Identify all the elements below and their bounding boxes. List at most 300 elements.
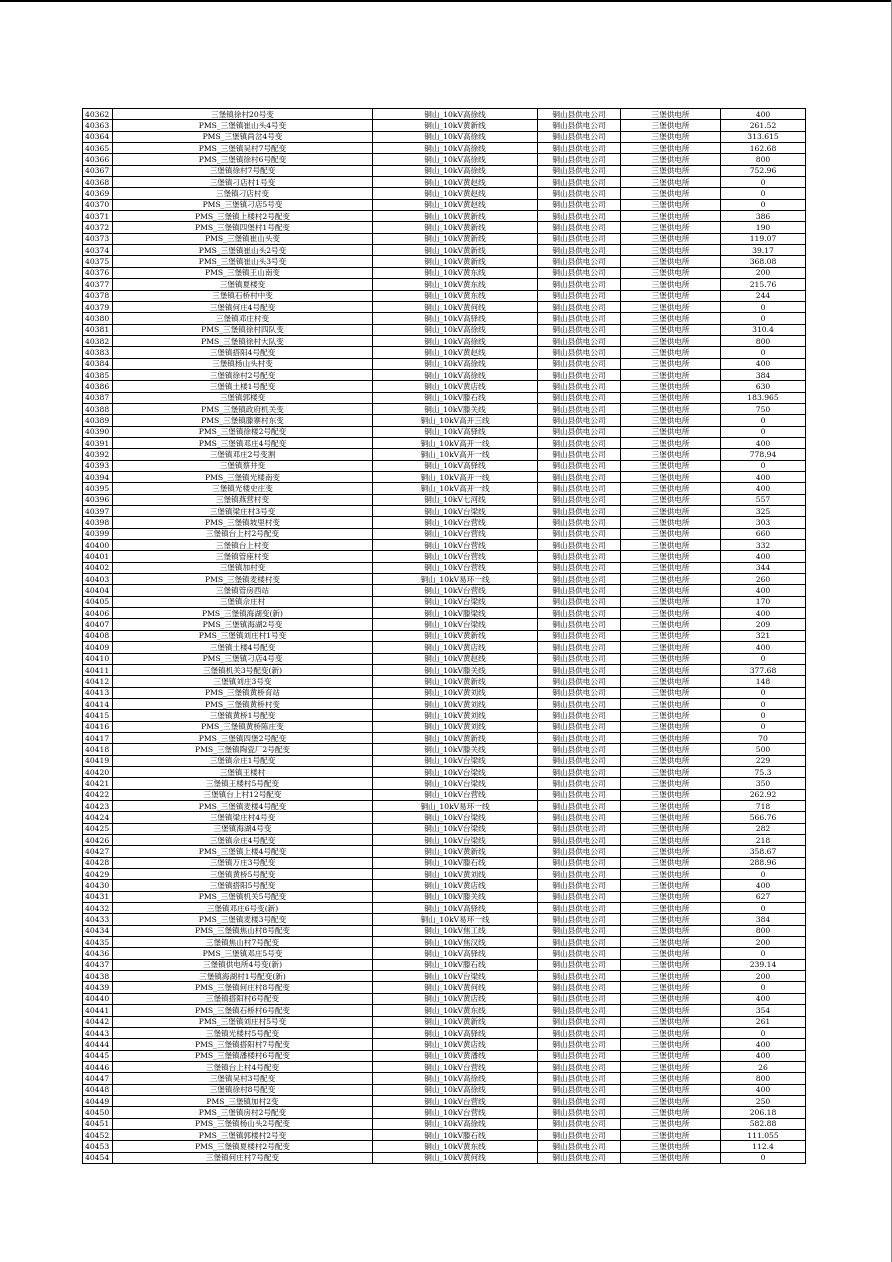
capacity-cell: 400 — [721, 608, 806, 619]
station-cell: 三堡供电所 — [621, 165, 721, 176]
company-cell: 铜山县供电公司 — [538, 789, 621, 800]
table-row — [83, 120, 806, 131]
transformer-name-cell: 三堡镇石桥村中变 — [113, 290, 373, 301]
row-id-cell: 40446 — [83, 1061, 113, 1072]
station-cell: 三堡供电所 — [621, 562, 721, 573]
company-cell: 铜山县供电公司 — [538, 755, 621, 766]
row-id-cell: 40451 — [83, 1118, 113, 1129]
feeder-line-cell: 铜山_10kV滕关线 — [373, 744, 538, 755]
feeder-line-cell: 铜山_10kV高开一线 — [373, 483, 538, 494]
capacity-cell: 0 — [721, 415, 806, 426]
station-cell: 三堡供电所 — [621, 460, 721, 471]
table-row — [83, 517, 806, 528]
company-cell: 铜山县供电公司 — [538, 437, 621, 448]
station-cell: 三堡供电所 — [621, 630, 721, 641]
capacity-cell: 0 — [721, 687, 806, 698]
capacity-cell: 718 — [721, 800, 806, 811]
feeder-line-cell: 铜山_10kV滕关线 — [373, 403, 538, 414]
feeder-line-cell: 铜山_10kV易环一线 — [373, 914, 538, 925]
table-row — [83, 165, 806, 176]
feeder-line-cell: 铜山_10kV黄赵线 — [373, 653, 538, 664]
transformer-name-cell: PMS_三堡镇何庄村8号配变 — [113, 982, 373, 993]
row-id-cell: 40394 — [83, 472, 113, 483]
row-id-cell: 40436 — [83, 948, 113, 959]
row-id-cell: 40371 — [83, 211, 113, 222]
table-row — [83, 437, 806, 448]
station-cell: 三堡供电所 — [621, 245, 721, 256]
station-cell: 三堡供电所 — [621, 188, 721, 199]
feeder-line-cell: 铜山_10kV滕关线 — [373, 891, 538, 902]
company-cell: 铜山县供电公司 — [538, 846, 621, 857]
transformer-name-cell: 三堡镇王楼村5号配变 — [113, 778, 373, 789]
row-id-cell: 40445 — [83, 1050, 113, 1061]
feeder-line-cell: 铜山_10kV黄新线 — [373, 630, 538, 641]
capacity-cell: 400 — [721, 642, 806, 653]
station-cell: 三堡供电所 — [621, 585, 721, 596]
capacity-cell: 70 — [721, 732, 806, 743]
table-row — [83, 1005, 806, 1016]
capacity-cell: 209 — [721, 619, 806, 630]
feeder-line-cell: 铜山_10kV高驿线 — [373, 903, 538, 914]
capacity-cell: 800 — [721, 154, 806, 165]
capacity-cell: 400 — [721, 358, 806, 369]
company-cell: 铜山县供电公司 — [538, 551, 621, 562]
company-cell: 铜山县供电公司 — [538, 698, 621, 709]
transformer-name-cell: PMS_三堡镇麦楼4号配变 — [113, 800, 373, 811]
transformer-name-cell: PMS_三堡镇加村2变 — [113, 1095, 373, 1106]
transformer-name-cell: 三堡镇加村变 — [113, 562, 373, 573]
station-cell: 三堡供电所 — [621, 154, 721, 165]
table-row — [83, 925, 806, 936]
feeder-line-cell: 铜山_10kV黄店线 — [373, 1039, 538, 1050]
table-row — [83, 426, 806, 437]
feeder-line-cell: 铜山_10kV七河线 — [373, 494, 538, 505]
table-row — [83, 846, 806, 857]
company-cell: 铜山县供电公司 — [538, 971, 621, 982]
transformer-name-cell: 三堡镇杨山头村变 — [113, 358, 373, 369]
capacity-cell: 288.96 — [721, 857, 806, 868]
station-cell: 三堡供电所 — [621, 143, 721, 154]
station-cell: 三堡供电所 — [621, 857, 721, 868]
table-row — [83, 324, 806, 335]
capacity-cell: 354 — [721, 1005, 806, 1016]
company-cell: 铜山县供电公司 — [538, 1152, 621, 1163]
transformer-name-cell: PMS_三堡镇搭阳村7号配变 — [113, 1039, 373, 1050]
company-cell: 铜山县供电公司 — [538, 857, 621, 868]
row-id-cell: 40454 — [83, 1152, 113, 1163]
feeder-line-cell: 铜山_10kV黄新线 — [373, 245, 538, 256]
feeder-line-cell: 铜山_10kV黄何线 — [373, 1152, 538, 1163]
transformer-name-cell: 三堡镇何庄4号配变 — [113, 301, 373, 312]
station-cell: 三堡供电所 — [621, 1095, 721, 1106]
row-id-cell: 40434 — [83, 925, 113, 936]
row-id-cell: 40425 — [83, 823, 113, 834]
station-cell: 三堡供电所 — [621, 653, 721, 664]
table-row — [83, 494, 806, 505]
capacity-cell: 344 — [721, 562, 806, 573]
table-row — [83, 698, 806, 709]
transformer-name-cell: 三堡镇刘庄3号变 — [113, 676, 373, 687]
row-id-cell: 40391 — [83, 437, 113, 448]
feeder-line-cell: 铜山_10kV黄潘线 — [373, 1050, 538, 1061]
transformer-name-cell: PMS_三堡镇刘庄村1号变 — [113, 630, 373, 641]
feeder-line-cell: 铜山_10kV台营线 — [373, 1095, 538, 1106]
table-row — [83, 279, 806, 290]
capacity-cell: 400 — [721, 1050, 806, 1061]
capacity-cell: 630 — [721, 381, 806, 392]
capacity-cell: 170 — [721, 596, 806, 607]
transformer-name-cell: 三堡镇搭阳4号配变 — [113, 347, 373, 358]
table-row — [83, 267, 806, 278]
capacity-cell: 750 — [721, 403, 806, 414]
row-id-cell: 40414 — [83, 698, 113, 709]
feeder-line-cell: 铜山_10kV黄赵线 — [373, 347, 538, 358]
row-id-cell: 40418 — [83, 744, 113, 755]
row-id-cell: 40444 — [83, 1039, 113, 1050]
transformer-name-cell: 三堡镇佘庄4号配变 — [113, 835, 373, 846]
row-id-cell: 40399 — [83, 528, 113, 539]
transformer-name-cell: PMS_三堡镇夏楼村2号配变 — [113, 1141, 373, 1152]
table-row — [83, 143, 806, 154]
station-cell: 三堡供电所 — [621, 608, 721, 619]
feeder-line-cell: 铜山_10kV黄何线 — [373, 982, 538, 993]
capacity-cell: 500 — [721, 744, 806, 755]
station-cell: 三堡供电所 — [621, 1107, 721, 1118]
feeder-line-cell: 铜山_10kV滕关线 — [373, 664, 538, 675]
transformer-name-cell: 三堡镇万庄3号配变 — [113, 857, 373, 868]
transformer-name-cell: 三堡镇土楼4号配变 — [113, 642, 373, 653]
transformer-name-cell: PMS_三堡镇四堡2号配变 — [113, 732, 373, 743]
station-cell: 三堡供电所 — [621, 483, 721, 494]
transformer-name-cell: PMS_三堡镇王山南变 — [113, 267, 373, 278]
station-cell: 三堡供电所 — [621, 109, 721, 120]
feeder-line-cell: 铜山_10kV高徐线 — [373, 131, 538, 142]
table-row — [83, 1016, 806, 1027]
company-cell: 铜山县供电公司 — [538, 528, 621, 539]
row-id-cell: 40448 — [83, 1084, 113, 1095]
table-row — [83, 937, 806, 948]
table-row — [83, 1050, 806, 1061]
capacity-cell: 752.96 — [721, 165, 806, 176]
row-id-cell: 40378 — [83, 290, 113, 301]
company-cell: 铜山县供电公司 — [538, 982, 621, 993]
table-row — [83, 755, 806, 766]
row-id-cell: 40375 — [83, 256, 113, 267]
capacity-cell: 778.94 — [721, 449, 806, 460]
capacity-cell: 332 — [721, 540, 806, 551]
station-cell: 三堡供电所 — [621, 517, 721, 528]
transformer-name-cell: 三堡镇吴村3号配变 — [113, 1073, 373, 1084]
row-id-cell: 40412 — [83, 676, 113, 687]
transformer-name-cell: 三堡镇台上村变 — [113, 540, 373, 551]
station-cell: 三堡供电所 — [621, 574, 721, 585]
feeder-line-cell: 铜山_10kV台梁线 — [373, 755, 538, 766]
station-cell: 三堡供电所 — [621, 596, 721, 607]
transformer-name-cell: PMS_三堡镇徐楼2号配变 — [113, 426, 373, 437]
feeder-line-cell: 铜山_10kV黄刘线 — [373, 687, 538, 698]
table-row — [83, 982, 806, 993]
capacity-cell: 800 — [721, 925, 806, 936]
feeder-line-cell: 铜山_10kV黄东线 — [373, 1141, 538, 1152]
transformer-name-cell: PMS_三堡镇上楼村2号配变 — [113, 211, 373, 222]
table-row — [83, 211, 806, 222]
table-row — [83, 551, 806, 562]
feeder-line-cell: 铜山_10kV高徐线 — [373, 165, 538, 176]
capacity-cell: 0 — [721, 721, 806, 732]
row-id-cell: 40393 — [83, 460, 113, 471]
table-row — [83, 959, 806, 970]
company-cell: 铜山县供电公司 — [538, 653, 621, 664]
station-cell: 三堡供电所 — [621, 676, 721, 687]
capacity-cell: 0 — [721, 903, 806, 914]
feeder-line-cell: 铜山_10kV台营线 — [373, 585, 538, 596]
station-cell: 三堡供电所 — [621, 1073, 721, 1084]
table-row — [83, 778, 806, 789]
station-cell: 三堡供电所 — [621, 959, 721, 970]
company-cell: 铜山县供电公司 — [538, 676, 621, 687]
company-cell: 铜山县供电公司 — [538, 766, 621, 777]
station-cell: 三堡供电所 — [621, 494, 721, 505]
station-cell: 三堡供电所 — [621, 267, 721, 278]
station-cell: 三堡供电所 — [621, 222, 721, 233]
capacity-cell: 386 — [721, 211, 806, 222]
feeder-line-cell: 铜山_10kV黄店线 — [373, 880, 538, 891]
company-cell: 铜山县供电公司 — [538, 562, 621, 573]
table-row — [83, 823, 806, 834]
table-row — [83, 732, 806, 743]
table-row — [83, 109, 806, 120]
transformer-name-cell: 三堡镇邓庄6号变(新) — [113, 903, 373, 914]
capacity-cell: 262.92 — [721, 789, 806, 800]
company-cell: 铜山县供电公司 — [538, 415, 621, 426]
table-row — [83, 903, 806, 914]
transformer-name-cell: 三堡镇焦山村7号配变 — [113, 937, 373, 948]
station-cell: 三堡供电所 — [621, 744, 721, 755]
capacity-cell: 260 — [721, 574, 806, 585]
feeder-line-cell: 铜山_10kV高驿线 — [373, 1027, 538, 1038]
transformer-name-cell: PMS_三堡镇光楼南变 — [113, 472, 373, 483]
table-row — [83, 1152, 806, 1163]
feeder-line-cell: 铜山_10kV高徐线 — [373, 358, 538, 369]
capacity-cell: 282 — [721, 823, 806, 834]
table-row — [83, 1095, 806, 1106]
feeder-line-cell: 铜山_10kV黄赵线 — [373, 188, 538, 199]
station-cell: 三堡供电所 — [621, 664, 721, 675]
capacity-cell: 75.3 — [721, 766, 806, 777]
company-cell: 铜山县供电公司 — [538, 109, 621, 120]
feeder-line-cell: 铜山_10kV台营线 — [373, 1107, 538, 1118]
feeder-line-cell: 铜山_10kV易环一线 — [373, 574, 538, 585]
feeder-line-cell: 铜山_10kV黄新线 — [373, 222, 538, 233]
capacity-cell: 400 — [721, 585, 806, 596]
capacity-cell: 400 — [721, 1039, 806, 1050]
table-row — [83, 1129, 806, 1140]
transformer-name-cell: PMS_三堡镇崔山头4号变 — [113, 120, 373, 131]
table-row — [83, 1118, 806, 1129]
station-cell: 三堡供电所 — [621, 313, 721, 324]
table-row — [83, 642, 806, 653]
company-cell: 铜山县供电公司 — [538, 1118, 621, 1129]
company-cell: 铜山县供电公司 — [538, 585, 621, 596]
company-cell: 铜山县供电公司 — [538, 1084, 621, 1095]
capacity-cell: 800 — [721, 335, 806, 346]
feeder-line-cell: 铜山_10kV台营线 — [373, 1061, 538, 1072]
company-cell: 铜山县供电公司 — [538, 1050, 621, 1061]
station-cell: 三堡供电所 — [621, 131, 721, 142]
transformer-name-cell: PMS_三堡镇房村2号配变 — [113, 1107, 373, 1118]
company-cell: 铜山县供电公司 — [538, 959, 621, 970]
station-cell: 三堡供电所 — [621, 1129, 721, 1140]
row-id-cell: 40373 — [83, 233, 113, 244]
feeder-line-cell: 铜山_10kV黄赵线 — [373, 199, 538, 210]
station-cell: 三堡供电所 — [621, 823, 721, 834]
station-cell: 三堡供电所 — [621, 415, 721, 426]
company-cell: 铜山县供电公司 — [538, 1107, 621, 1118]
capacity-cell: 229 — [721, 755, 806, 766]
transformer-name-cell: PMS_三堡镇刁店4号变 — [113, 653, 373, 664]
transformer-name-cell: 三堡镇搭阳村6号配变 — [113, 993, 373, 1004]
row-id-cell: 40408 — [83, 630, 113, 641]
feeder-line-cell: 铜山_10kV黄刘线 — [373, 710, 538, 721]
table-row — [83, 506, 806, 517]
feeder-line-cell: 铜山_10kV滕石线 — [373, 857, 538, 868]
capacity-cell: 313.615 — [721, 131, 806, 142]
station-cell: 三堡供电所 — [621, 211, 721, 222]
transformer-name-cell: PMS_三堡镇郭楼村2号变 — [113, 1129, 373, 1140]
company-cell: 铜山县供电公司 — [538, 506, 621, 517]
feeder-line-cell: 铜山_10kV黄刘线 — [373, 869, 538, 880]
capacity-cell: 0 — [721, 653, 806, 664]
table-row — [83, 664, 806, 675]
table-row — [83, 744, 806, 755]
station-cell: 三堡供电所 — [621, 1050, 721, 1061]
station-cell: 三堡供电所 — [621, 472, 721, 483]
row-id-cell: 40442 — [83, 1016, 113, 1027]
table-row — [83, 369, 806, 380]
station-cell: 三堡供电所 — [621, 392, 721, 403]
row-id-cell: 40369 — [83, 188, 113, 199]
transformer-name-cell: PMS_三堡镇上楼4号配变 — [113, 846, 373, 857]
company-cell: 铜山县供电公司 — [538, 177, 621, 188]
transformer-name-cell: 三堡镇徐村8号配变 — [113, 1084, 373, 1095]
company-cell: 铜山县供电公司 — [538, 188, 621, 199]
transformer-table — [82, 108, 806, 1164]
row-id-cell: 40453 — [83, 1141, 113, 1152]
capacity-cell: 400 — [721, 880, 806, 891]
row-id-cell: 40364 — [83, 131, 113, 142]
company-cell: 铜山县供电公司 — [538, 165, 621, 176]
table-row — [83, 472, 806, 483]
feeder-line-cell: 铜山_10kV台梁线 — [373, 619, 538, 630]
row-id-cell: 40389 — [83, 415, 113, 426]
table-row — [83, 710, 806, 721]
station-cell: 三堡供电所 — [621, 540, 721, 551]
row-id-cell: 40428 — [83, 857, 113, 868]
row-id-cell: 40390 — [83, 426, 113, 437]
transformer-name-cell: 三堡镇海湖4号变 — [113, 823, 373, 834]
transformer-name-cell: 三堡镇供电所4号变(新) — [113, 959, 373, 970]
company-cell: 铜山县供电公司 — [538, 925, 621, 936]
company-cell: 铜山县供电公司 — [538, 1005, 621, 1016]
station-cell: 三堡供电所 — [621, 721, 721, 732]
capacity-cell: 0 — [721, 301, 806, 312]
row-id-cell: 40407 — [83, 619, 113, 630]
station-cell: 三堡供电所 — [621, 993, 721, 1004]
company-cell: 铜山县供电公司 — [538, 472, 621, 483]
station-cell: 三堡供电所 — [621, 812, 721, 823]
feeder-line-cell: 铜山_10kV黄东线 — [373, 267, 538, 278]
company-cell: 铜山县供电公司 — [538, 1129, 621, 1140]
station-cell: 三堡供电所 — [621, 1118, 721, 1129]
row-id-cell: 40429 — [83, 869, 113, 880]
company-cell: 铜山县供电公司 — [538, 687, 621, 698]
company-cell: 铜山县供电公司 — [538, 540, 621, 551]
capacity-cell: 0 — [721, 188, 806, 199]
table-row — [83, 392, 806, 403]
table-row — [83, 188, 806, 199]
feeder-line-cell: 铜山_10kV台梁线 — [373, 778, 538, 789]
station-cell: 三堡供电所 — [621, 120, 721, 131]
company-cell: 铜山县供电公司 — [538, 335, 621, 346]
table-row — [83, 415, 806, 426]
row-id-cell: 40410 — [83, 653, 113, 664]
capacity-cell: 0 — [721, 1152, 806, 1163]
row-id-cell: 40424 — [83, 812, 113, 823]
feeder-line-cell: 铜山_10kV高徐线 — [373, 154, 538, 165]
company-cell: 铜山县供电公司 — [538, 131, 621, 142]
station-cell: 三堡供电所 — [621, 971, 721, 982]
feeder-line-cell: 铜山_10kV高徐线 — [373, 143, 538, 154]
station-cell: 三堡供电所 — [621, 177, 721, 188]
transformer-name-cell: PMS_三堡镇邓庄5号变 — [113, 948, 373, 959]
company-cell: 铜山县供电公司 — [538, 222, 621, 233]
transformer-name-cell: 三堡镇梁庄村3号变 — [113, 506, 373, 517]
station-cell: 三堡供电所 — [621, 789, 721, 800]
capacity-cell: 0 — [721, 698, 806, 709]
station-cell: 三堡供电所 — [621, 710, 721, 721]
station-cell: 三堡供电所 — [621, 437, 721, 448]
station-cell: 三堡供电所 — [621, 903, 721, 914]
transformer-name-cell: 三堡镇梁庄村4号变 — [113, 812, 373, 823]
company-cell: 铜山县供电公司 — [538, 710, 621, 721]
station-cell: 三堡供电所 — [621, 766, 721, 777]
company-cell: 铜山县供电公司 — [538, 301, 621, 312]
capacity-cell: 384 — [721, 369, 806, 380]
station-cell: 三堡供电所 — [621, 1061, 721, 1072]
company-cell: 铜山县供电公司 — [538, 630, 621, 641]
capacity-cell: 39.17 — [721, 245, 806, 256]
feeder-line-cell: 铜山_10kV台梁线 — [373, 812, 538, 823]
feeder-line-cell: 铜山_10kV黄店线 — [373, 381, 538, 392]
feeder-line-cell: 铜山_10kV台营线 — [373, 540, 538, 551]
transformer-name-cell: 三堡镇何庄村7号配变 — [113, 1152, 373, 1163]
row-id-cell: 40426 — [83, 835, 113, 846]
transformer-name-cell: PMS_三堡镇杨山头2号配变 — [113, 1118, 373, 1129]
capacity-cell: 800 — [721, 1073, 806, 1084]
transformer-name-cell: PMS_三堡镇崔山头3号变 — [113, 256, 373, 267]
feeder-line-cell: 铜山_10kV黄赵线 — [373, 177, 538, 188]
station-cell: 三堡供电所 — [621, 1084, 721, 1095]
row-id-cell: 40397 — [83, 506, 113, 517]
capacity-cell: 0 — [721, 199, 806, 210]
table-row — [83, 335, 806, 346]
company-cell: 铜山县供电公司 — [538, 358, 621, 369]
company-cell: 铜山县供电公司 — [538, 869, 621, 880]
company-cell: 铜山县供电公司 — [538, 823, 621, 834]
row-id-cell: 40386 — [83, 381, 113, 392]
station-cell: 三堡供电所 — [621, 687, 721, 698]
row-id-cell: 40404 — [83, 585, 113, 596]
